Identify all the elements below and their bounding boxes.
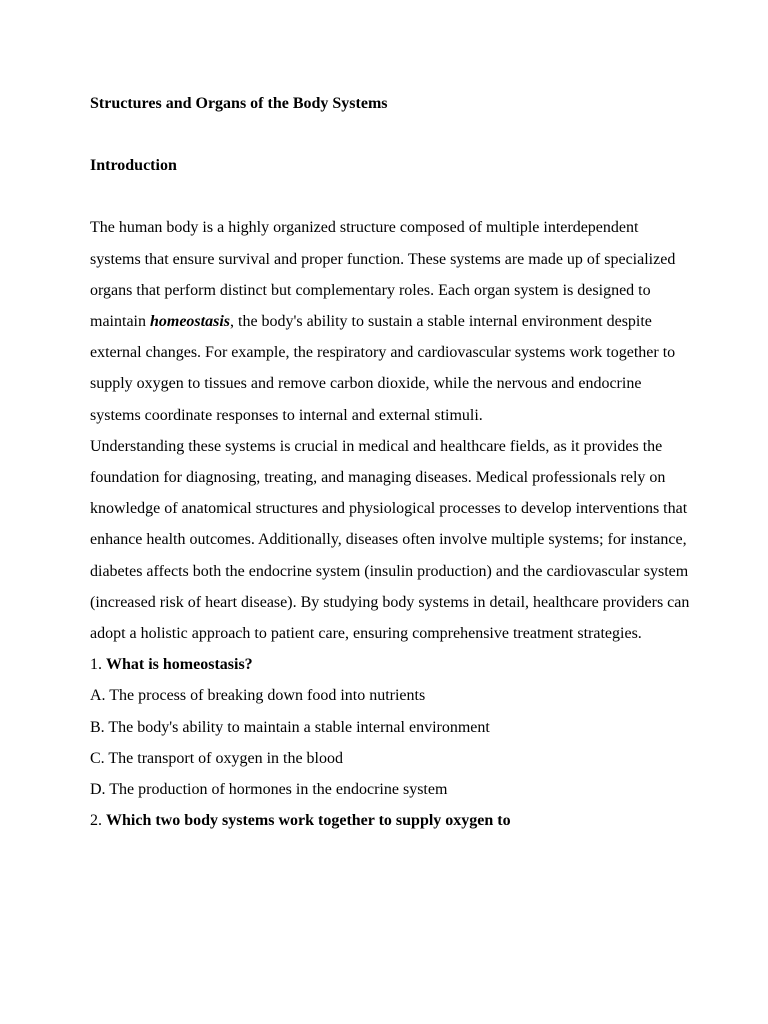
question-1-option-a: A. The process of breaking down food into nutrients [90,687,426,705]
document-page [90,88,690,836]
question-1-option-c: C. The transport of oxygen in the blood [90,749,343,767]
question-2-text: Which two body systems work together to supply oxygen to [106,812,511,830]
intro-paragraph-2: Understanding these systems is crucial in medical and healthcare fields, as it provides the foundation for diagnosing, treating, and managing diseases. Medical professionals rely on knowledge of anatomical structures and physiological processes to develop interventions that enhance health outcomes. Additionally, diseases often involve multiple systems; for instance, diabetes affects both the endocrine system (insulin production) and the cardiovascular system (increased risk of heart disease). By studying body systems in detail, healthcare providers can adopt a holistic approach to patient care, ensuring comprehensive treatment strategies. [90,437,690,643]
document-title: Structures and Organs of the Body Systems [90,95,388,112]
question-1-text: What is homeostasis? [106,656,253,674]
homeostasis-term: homeostasis [149,313,230,331]
intro-paragraph-1-after: , the body's ability to sustain a stable internal environment despite external changes. For example, the respiratory and cardiovascular systems work together to supply oxygen to tissues and remove carbon dioxide, while the nervous and endocrine systems coordinate responses to internal and external stimuli. [90,313,676,424]
question-2 [90,805,690,836]
section-heading-introduction: Introduction [90,157,177,175]
question-2-number: 2. [90,812,102,830]
question-1-number: 1. [90,656,102,674]
question-1 [90,649,690,680]
question-1-option-b: B. The body's ability to maintain a stable internal environment [90,718,490,736]
intro-paragraph-1-before: The human body is a highly organized structure composed of multiple interdependent systems that ensure survival and proper function. These systems are made up of specialized organs that perform distinct but complementary roles. Each organ system is designed to maintain [90,219,676,331]
intro-paragraph-1 [90,212,690,430]
question-1-option-d: D. The production of hormones in the endocrine system [90,781,448,799]
